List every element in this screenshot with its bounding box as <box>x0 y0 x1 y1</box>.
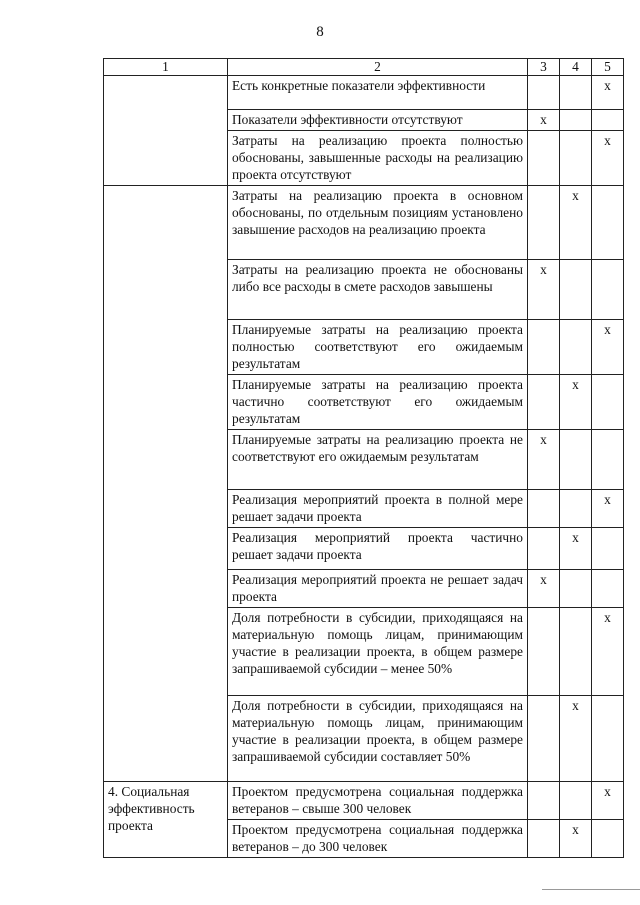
mark-cell-5: x <box>592 490 624 528</box>
mark-cell-3 <box>528 76 560 110</box>
mark-cell-4 <box>560 570 592 608</box>
mark-cell-4 <box>560 110 592 131</box>
mark-cell-4 <box>560 131 592 186</box>
mark-cell-3 <box>528 186 560 260</box>
description-cell: Реализация мероприятий проекта в полной мере решает задачи проекта <box>228 490 528 528</box>
mark-cell-4 <box>560 76 592 110</box>
description-cell: Реализация мероприятий проекта не решает задач проекта <box>228 570 528 608</box>
mark-cell-4 <box>560 782 592 820</box>
description-cell: Затраты на реализацию проекта не обоснованы либо все расходы в смете расходов завышены <box>228 260 528 320</box>
description-cell: Доля потребности в субсидии, приходящаяся на материальную помощь лицам, принимающим участие в реализации проекта, в общем размере запрашиваемой субсидии – менее 50% <box>228 608 528 696</box>
mark-cell-4: x <box>560 186 592 260</box>
mark-cell-5: x <box>592 320 624 375</box>
table-row <box>104 186 624 260</box>
criterion-cell-social-effectiveness: 4. Социальная эффективность проекта <box>104 782 228 858</box>
mark-cell-3: x <box>528 430 560 490</box>
column-header-2: 2 <box>228 59 528 76</box>
mark-cell-5 <box>592 260 624 320</box>
mark-cell-5 <box>592 430 624 490</box>
mark-cell-3 <box>528 782 560 820</box>
description-cell: Затраты на реализацию проекта в основном обоснованы, по отдельным позициям установлено завышение расходов на реализацию проекта <box>228 186 528 260</box>
mark-cell-3 <box>528 490 560 528</box>
description-cell: Доля потребности в субсидии, приходящаяся на материальную помощь лицам, принимающим участие в реализации проекта, в общем размере запрашиваемой субсидии составляет 50% <box>228 696 528 782</box>
mark-cell-4 <box>560 490 592 528</box>
column-header-5: 5 <box>592 59 624 76</box>
description-cell: Затраты на реализацию проекта полностью обоснованы, завышенные расходы на реализацию проекта отсутствуют <box>228 131 528 186</box>
description-cell: Планируемые затраты на реализацию проекта полностью соответствуют его ожидаемым результатам <box>228 320 528 375</box>
description-cell: Есть конкретные показатели эффективности <box>228 76 528 110</box>
mark-cell-5 <box>592 696 624 782</box>
mark-cell-5 <box>592 375 624 430</box>
column-header-3: 3 <box>528 59 560 76</box>
mark-cell-3 <box>528 696 560 782</box>
mark-cell-5 <box>592 528 624 570</box>
mark-cell-3 <box>528 528 560 570</box>
table-row <box>104 76 624 110</box>
footer-divider <box>542 889 640 890</box>
table-row <box>104 782 624 820</box>
mark-cell-3 <box>528 320 560 375</box>
mark-cell-4 <box>560 320 592 375</box>
mark-cell-4 <box>560 430 592 490</box>
mark-cell-5 <box>592 820 624 858</box>
mark-cell-3 <box>528 375 560 430</box>
description-cell: Показатели эффективности отсутствуют <box>228 110 528 131</box>
mark-cell-5: x <box>592 608 624 696</box>
description-cell: Проектом предусмотрена социальная поддержка ветеранов – свыше 300 человек <box>228 782 528 820</box>
criterion-cell <box>104 76 228 186</box>
mark-cell-4: x <box>560 528 592 570</box>
mark-cell-5 <box>592 110 624 131</box>
mark-cell-3 <box>528 608 560 696</box>
mark-cell-5 <box>592 570 624 608</box>
criterion-cell <box>104 186 228 782</box>
mark-cell-4: x <box>560 375 592 430</box>
mark-cell-5: x <box>592 76 624 110</box>
table-header-row <box>104 59 624 76</box>
column-header-1: 1 <box>104 59 228 76</box>
page-number: 8 <box>316 24 324 40</box>
mark-cell-3: x <box>528 110 560 131</box>
mark-cell-3 <box>528 820 560 858</box>
mark-cell-3: x <box>528 570 560 608</box>
mark-cell-3: x <box>528 260 560 320</box>
mark-cell-4 <box>560 260 592 320</box>
description-cell: Планируемые затраты на реализацию проекта частично соответствуют его ожидаемым результатам <box>228 375 528 430</box>
description-cell: Планируемые затраты на реализацию проекта не соответствуют его ожидаемым результатам <box>228 430 528 490</box>
mark-cell-5: x <box>592 782 624 820</box>
description-cell: Проектом предусмотрена социальная поддержка ветеранов – до 300 человек <box>228 820 528 858</box>
mark-cell-5 <box>592 186 624 260</box>
mark-cell-3 <box>528 131 560 186</box>
mark-cell-4: x <box>560 696 592 782</box>
description-cell: Реализация мероприятий проекта частично решает задачи проекта <box>228 528 528 570</box>
mark-cell-4 <box>560 608 592 696</box>
mark-cell-4: x <box>560 820 592 858</box>
mark-cell-5: x <box>592 131 624 186</box>
evaluation-table <box>103 58 624 858</box>
column-header-4: 4 <box>560 59 592 76</box>
